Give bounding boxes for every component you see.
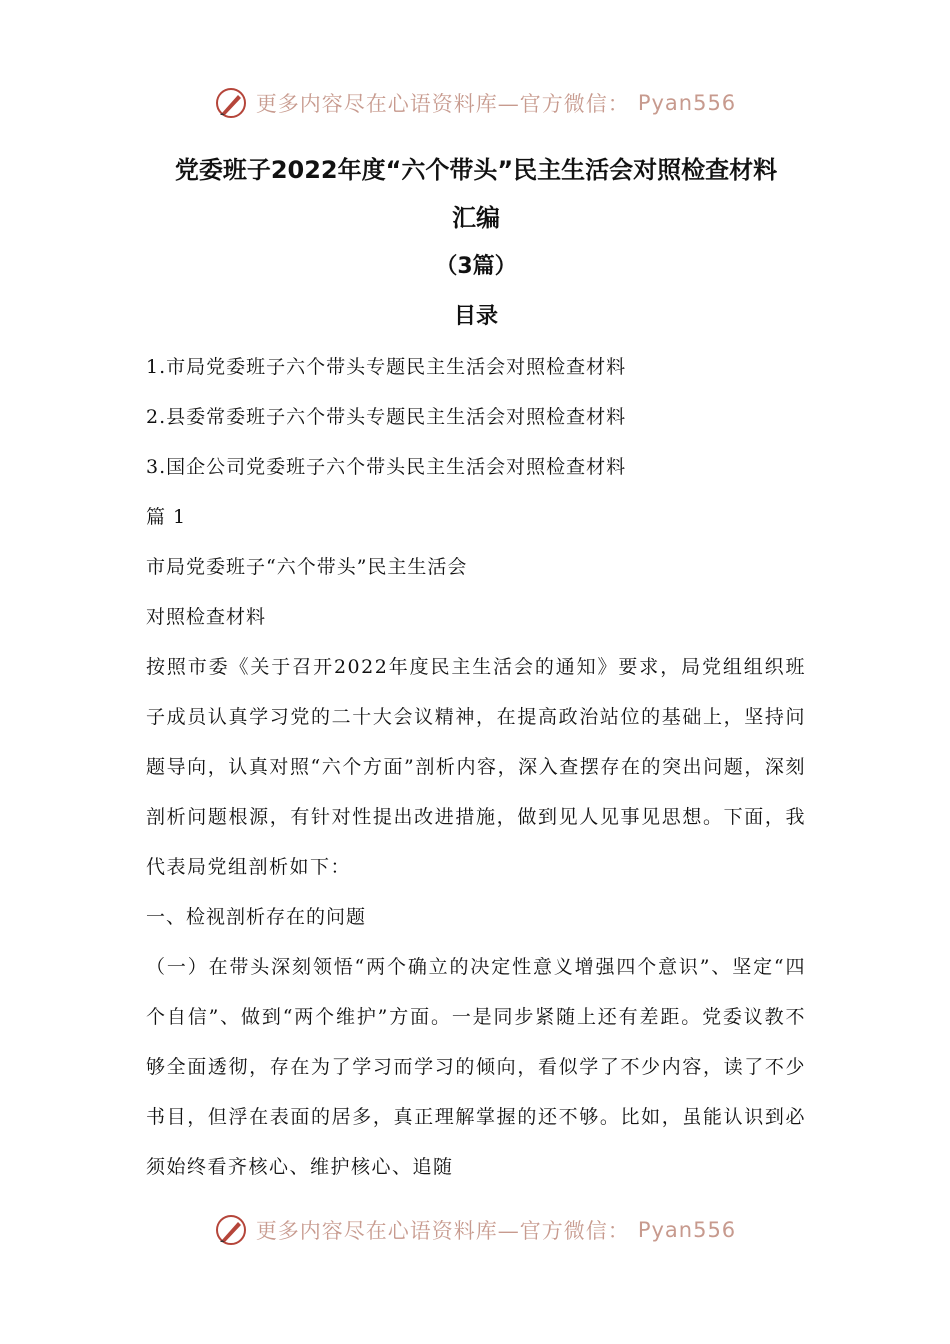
paragraph-intro: 按照市委《关于召开2022年度民主生活会的通知》要求，局党组组织班子成员认真学习党的二十大会议精神，在提高政治站位的基础上，坚持问题导向，认真对照“六个方面”剖析内容，深入查摆存在的突出问题，深刻剖析问题根源，有针对性提出改进措施，做到见人见事见思想。下面，我代表局党组剖析如下： bbox=[146, 656, 806, 878]
watermark-text: 更多内容尽在心语资料库—官方微信： bbox=[255, 92, 630, 116]
watermark-wechat: Pyan556 bbox=[637, 1218, 737, 1242]
watermark-footer bbox=[0, 1213, 950, 1247]
toc-item: 2.县委常委班子六个带头专题民主生活会对照检查材料 bbox=[146, 406, 627, 428]
document-title-line2: 汇编 bbox=[452, 204, 500, 232]
document-title: 党委班子2022年度“六个带头”民主生活会对照检查材料 bbox=[174, 156, 778, 184]
part-label: 篇 1 bbox=[146, 506, 187, 528]
part-title: 市局党委班子“六个带头”民主生活会 bbox=[146, 556, 468, 578]
document-count: （3篇） bbox=[435, 254, 517, 279]
watermark-header bbox=[0, 86, 950, 120]
section-heading: 一、检视剖析存在的问题 bbox=[146, 906, 367, 928]
paragraph-section1: （一）在带头深刻领悟“两个确立的决定性意义增强四个意识”、坚定“四个自信”、做到“两个维护”方面。一是同步紧随上还有差距。党委议教不够全面透彻，存在为了学习而学习的倾向，看似学了不少内容，读了不少书目，但浮在表面的居多，真正理解掌握的还不够。比如，虽能认识到必须始终看齐核心、维护核心、追随 bbox=[146, 956, 806, 1178]
pen-logo-icon bbox=[214, 1213, 248, 1247]
document-body bbox=[146, 146, 806, 1192]
toc-heading: 目录 bbox=[453, 304, 498, 329]
watermark-wechat: Pyan556 bbox=[637, 91, 737, 115]
pen-logo-icon bbox=[214, 86, 248, 120]
part-title-line2: 对照检查材料 bbox=[146, 606, 267, 628]
watermark-text: 更多内容尽在心语资料库—官方微信： bbox=[255, 1219, 630, 1243]
toc-item: 3.国企公司党委班子六个带头民主生活会对照检查材料 bbox=[146, 456, 627, 478]
toc-item: 1.市局党委班子六个带头专题民主生活会对照检查材料 bbox=[146, 356, 627, 378]
